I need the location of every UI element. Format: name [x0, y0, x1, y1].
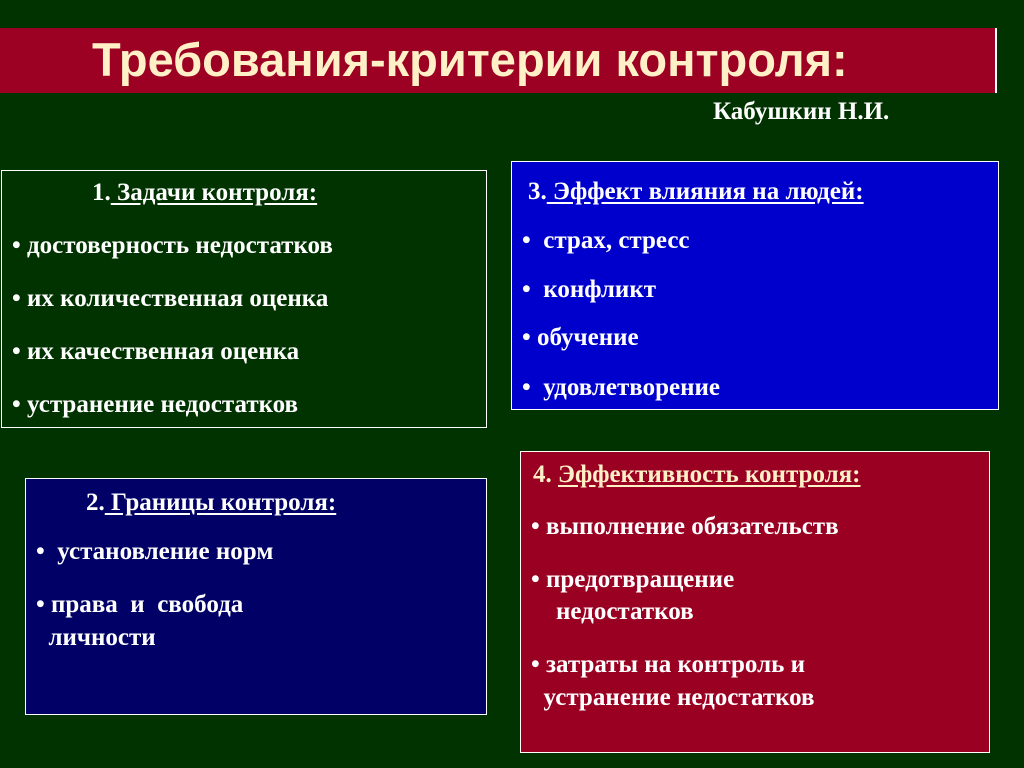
title-bar [0, 28, 997, 93]
list-item: • установление норм [36, 538, 274, 565]
box-heading [533, 460, 861, 490]
list-item: • их качественная оценка [12, 338, 300, 365]
list-item: устранение недостатков [531, 684, 815, 711]
list-item: • предотвращение [531, 566, 735, 593]
box-control-limits [25, 478, 487, 715]
list-item: • права и свобода [36, 591, 244, 618]
box-number: 1. [92, 179, 111, 206]
list-item: • страх, стресс [522, 227, 690, 254]
list-item: • устранение недостатков [12, 391, 299, 418]
box-heading [86, 488, 336, 518]
slide-title: Требования-критерии контроля: [92, 33, 848, 86]
list-item: личности [36, 624, 156, 651]
list-item: • обучение [522, 324, 639, 351]
box-control-efficiency [520, 451, 990, 753]
list-item: • затраты на контроль и [531, 651, 805, 678]
box-heading-text: Эффективность контроля: [558, 461, 861, 488]
box-heading-text: Границы контроля: [104, 489, 337, 516]
list-item: • достоверность недостатков [12, 232, 333, 259]
list-item: • конфликт [522, 276, 657, 303]
box-heading-text: Задачи контроля: [110, 179, 318, 206]
list-item: • удовлетворение [522, 374, 721, 401]
box-heading [528, 177, 864, 207]
box-effect-on-people [511, 161, 999, 410]
list-item: недостатков [531, 598, 694, 625]
box-number: 2. [86, 489, 105, 516]
box-number: 3. [528, 178, 547, 205]
box-heading-text: Эффект влияния на людей: [546, 178, 864, 205]
author-label: Кабушкин Н.И. [713, 98, 890, 125]
list-item: • их количественная оценка [12, 285, 329, 312]
box-number: 4. [533, 461, 558, 488]
box-heading [92, 178, 317, 208]
box-control-tasks [1, 170, 487, 428]
list-item: • выполнение обязательств [531, 513, 839, 540]
